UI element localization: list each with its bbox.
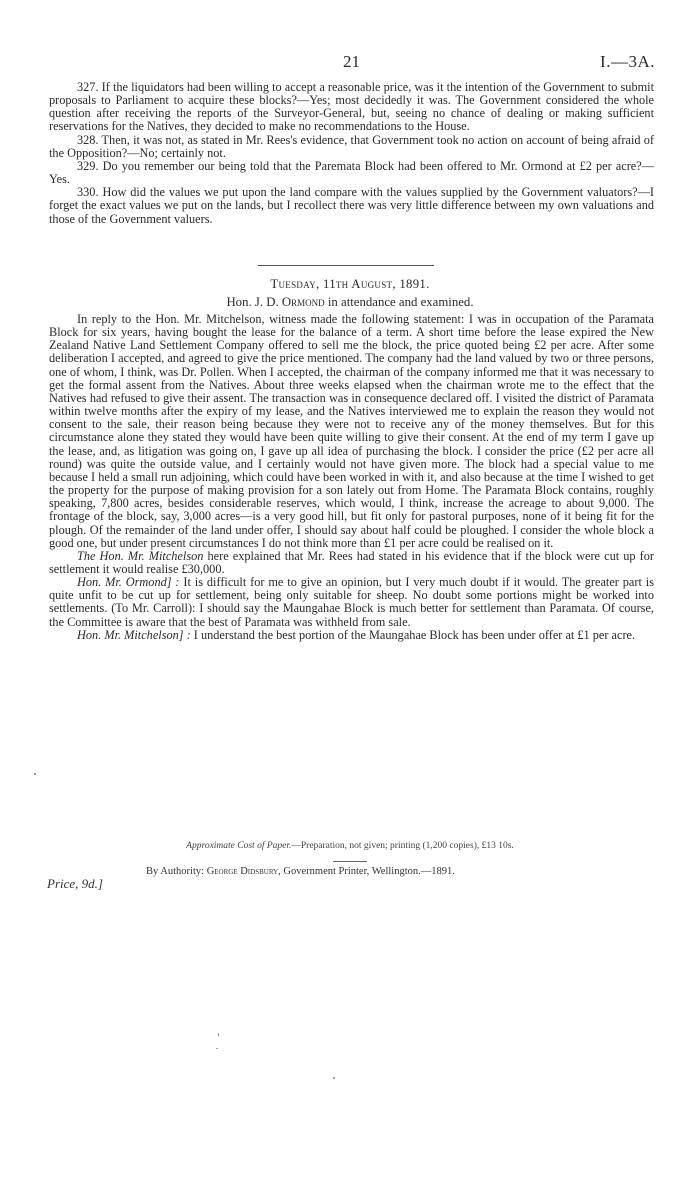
authority-prefix: By Authority:: [146, 866, 207, 877]
section-divider: [258, 265, 434, 266]
paragraph-329: 329. Do you remember our being told that the Paremata Block had been offered to Mr. Ormond at £2 per acre?—Yes.: [49, 158, 654, 187]
paragraph-328: 328. Then, it was not, as stated in Mr. Rees's evidence, that Government took no action on account of being afraid of the Opposition?—No; certainly not.: [49, 132, 654, 160]
speaker-name: Hon. Mr. Mitchelson] :: [77, 627, 191, 642]
mitchelson-final: [49, 629, 654, 642]
final-text: I understand the best portion of the Maungahae Block has been under offer at £1 per acre.: [190, 627, 636, 642]
attendance-suffix: in attendance and examined.: [324, 295, 474, 309]
printer-name: George Didsbury: [206, 866, 279, 877]
ormond-reply: [49, 576, 654, 629]
mitchelson-remark: [49, 550, 654, 576]
speaker-name: Hon. Mr. Ormond] :: [77, 575, 180, 590]
page-number: 21: [343, 52, 360, 71]
attendance-line: [0, 295, 700, 310]
cost-label: Approximate Cost of Paper.: [186, 841, 292, 851]
date-heading: Tuesday, 11th August, 1891.: [270, 277, 430, 291]
attendance-name: Ormond: [281, 295, 325, 309]
ormond-statement: [49, 313, 654, 642]
scan-speck: [218, 1033, 219, 1036]
scan-speck: [216, 1048, 218, 1049]
document-reference: I.—3A.: [600, 52, 655, 71]
printer-authority: [146, 866, 455, 877]
authority-suffix: , Government Printer, Wellington.—1891.: [278, 866, 455, 877]
reply-text: It is difficult for me to give an opinion, but I very much doubt if it would. The greater part is quite unfit to be cut up for settlement, being only suitable for sheep. No doubt some portions might be worked into settlements. (To Mr. Carroll): I should say the Maungahae Block is much better for settlement than Paramata. Of course, the Committee is aware that the best of Paramata was withheld from sale.: [49, 575, 654, 629]
scan-speck: [34, 773, 36, 775]
attendance-prefix: Hon. J. D.: [226, 295, 282, 309]
cost-of-paper: [0, 841, 700, 851]
page-header: [48, 52, 655, 74]
price-note: Price, 9d.]: [47, 876, 103, 891]
remark-text: here explained that Mr. Rees had stated in his evidence that if the block were cut up for settlement it would realise £30,000.: [49, 548, 654, 576]
scan-speck: [333, 1077, 335, 1079]
footer-divider: [333, 861, 367, 862]
statement-paragraph: In reply to the Hon. Mr. Mitchelson, witness made the following statement: I was in occupation of the Paramata Block for six years, having bought the lease for the balance of a term. A short time before the lease expired the New Zealand Native Land Settlement Company offered to sell me the block, the price quoted being £2 per acre. After some deliberation I accepted, and agreed to give the price mentioned. The company had the land valued by two or three persons, one of whom, I think, was Dr. Pollen. When I accepted, the chairman of the company informed me that it was necessary to get the formal assent from the Natives. About three weeks elapsed when the chairman wrote me to the effect that the Natives had refused to give their assent. The transaction was in consequence declared off. I visited the district of Paramata within twelve months after the expiry of my lease, and the Natives interviewed me to explain the reason they would not consent to the sale, their reason being because they were not to receive any of the money themselves. But for this circumstance alone they stated they would have been quite willing to give their consent. At the end of my term I gave up the lease, and, as litigation was going on, I gave up all idea of purchasing the block. I consider the price (£2 per acre all round) was quite the outside value, and I certainly would not have given more. The block had a special value to me because I held a small run adjoining, which could have been worked in with it, and also because at the time I wished to get the property for the purpose of making provision for a son lately out from Home. The Paramata Block contains, roughly speaking, 7,800 acres, besides considerable reserves, which would, I think, increase the acreage to about 9,000. The frontage of the block, say, 3,000 acres—is a very good hill, but fit only for pastoral purposes, none of it being fit for the plough. Of the remainder of the land under offer, I should say about half could be ploughed. I consider the whole block a good one, but under present circumstances I do not think more than £1 per acre could be realised on it.: [49, 312, 654, 550]
evidence-questions: [49, 81, 654, 226]
paragraph-327: 327. If the liquidators had been willing to accept a reasonable price, was it the intention of the Government to submit proposals to Parliament to acquire these blocks?—Yes; most decidedly it was. The Government considered the whole question after receiving the reports of the Surveyor-General, but, seeing no chance of dealing or making sufficient reservations for the Natives, they decided to make no recommendations to the House.: [49, 80, 654, 134]
cost-text: —Preparation, not given; printing (1,200 copies), £13 10s.: [291, 841, 514, 851]
paragraph-330: 330. How did the values we put upon the land compare with the values supplied by the Government valuators?—I forget the exact values we put on the lands, but I recollect there was very little difference between my own valuations and those of the Government valuers.: [49, 185, 654, 226]
speaker-name: The Hon. Mr. Mitchelson: [77, 548, 204, 563]
